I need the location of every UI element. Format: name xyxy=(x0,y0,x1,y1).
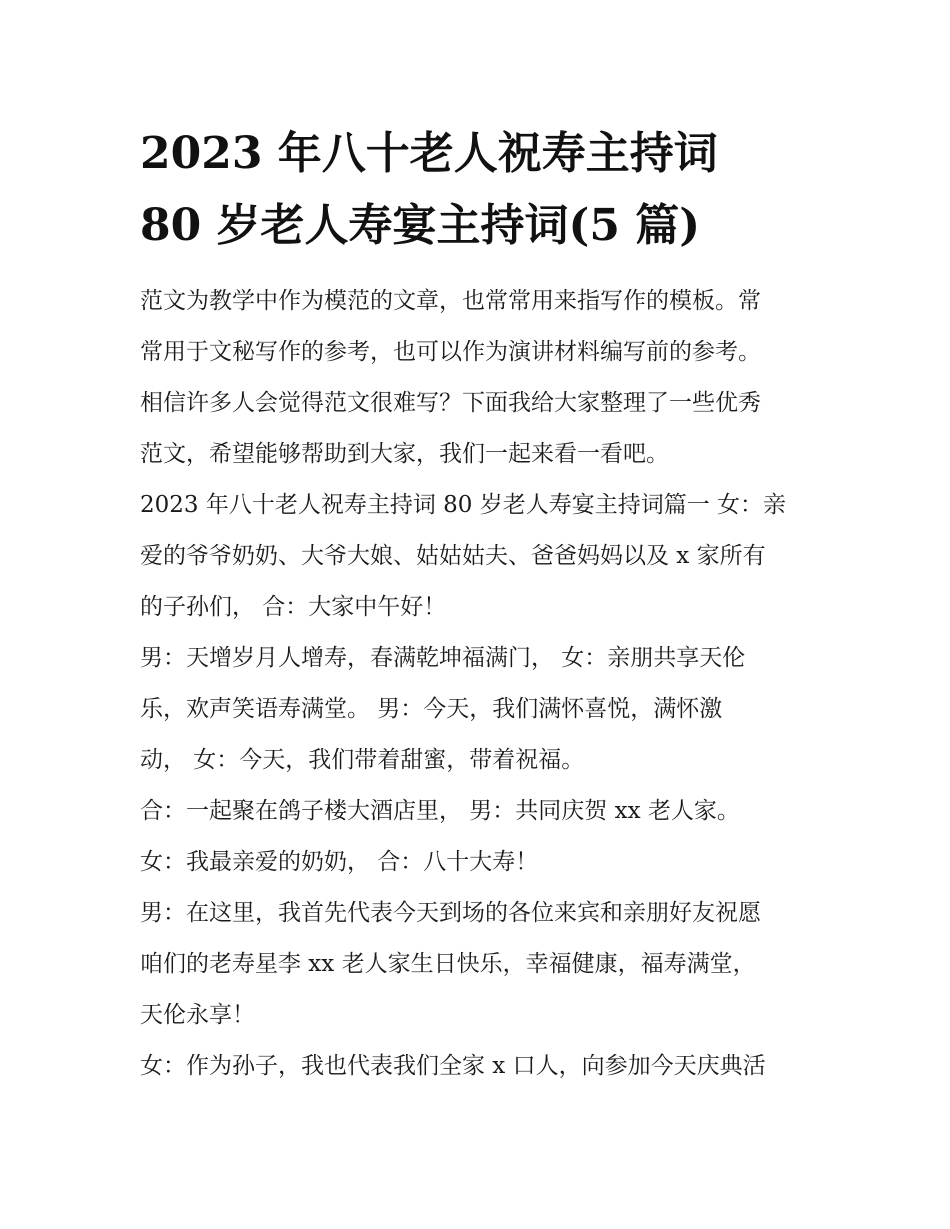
body-line: 范文，希望能够帮助到大家，我们一起来看一看吧。 xyxy=(140,441,669,467)
body-line: 女：作为孙子，我也代表我们全家 x 口人，向参加今天庆典活 xyxy=(140,1053,766,1079)
body-line: 爱的爷爷奶奶、大爷大娘、姑姑姑夫、爸爸妈妈以及 x 家所有 xyxy=(140,543,766,569)
body-line: 动， 女：今天，我们带着甜蜜，带着祝福。 xyxy=(140,747,585,773)
title-line-1: 2023 年八十老人祝寿主持词 xyxy=(140,128,718,179)
body-line: 相信许多人会觉得范文很难写？下面我给大家整理了一些优秀 xyxy=(140,390,761,416)
body-line: 的子孙们， 合：大家中午好！ xyxy=(140,594,447,620)
body-line: 范文为教学中作为模范的文章，也常常用来指写作的模板。常 xyxy=(140,288,761,314)
body-line: 男：天增岁月人增寿，春满乾坤福满门， 女：亲朋共享天伦 xyxy=(140,645,746,671)
body-line: 天伦永享！ xyxy=(140,1002,255,1028)
body-line: 女：我最亲爱的奶奶， 合：八十大寿！ xyxy=(140,849,539,875)
body-line: 乐，欢声笑语寿满堂。 男：今天，我们满怀喜悦，满怀激 xyxy=(140,696,723,722)
body-line: 男：在这里，我首先代表今天到场的各位来宾和亲朋好友祝愿 xyxy=(140,900,761,926)
body-line: 咱们的老寿星李 xx 老人家生日快乐，幸福健康，福寿满堂， xyxy=(140,951,756,977)
body-line: 常用于文秘写作的参考，也可以作为演讲材料编写前的参考。 xyxy=(140,339,761,365)
document-body xyxy=(140,276,820,1092)
body-line: 合：一起聚在鸽子楼大酒店里， 男：共同庆贺 xx 老人家。 xyxy=(140,798,740,824)
document-title xyxy=(140,118,820,262)
title-line-2: 80 岁老人寿宴主持词(5 篇) xyxy=(140,200,701,251)
body-line: 2023 年八十老人祝寿主持词 80 岁老人寿宴主持词篇一 女：亲 xyxy=(140,492,787,518)
